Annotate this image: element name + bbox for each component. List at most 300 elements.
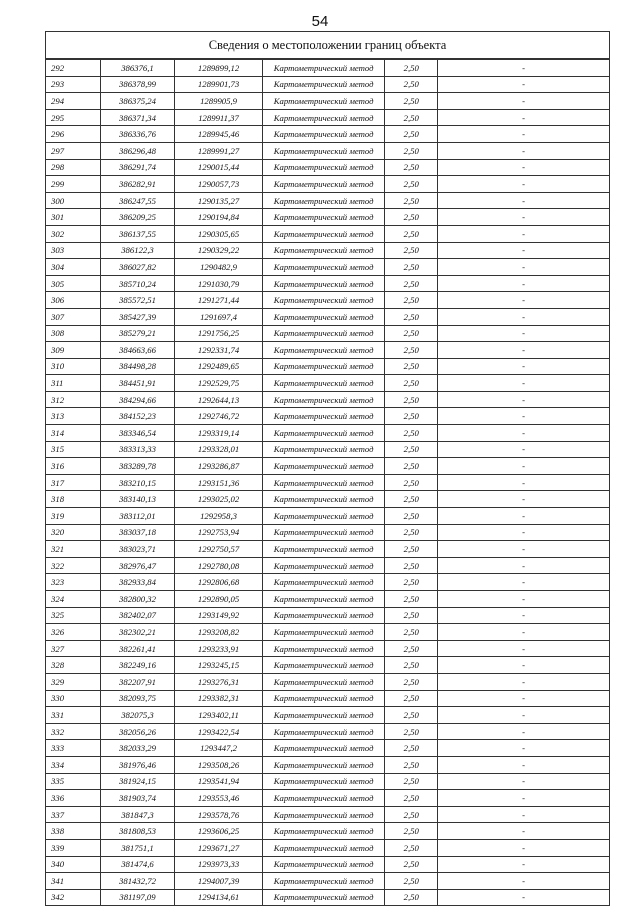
table-row	[46, 740, 610, 757]
y-coordinate-cell: 1293382,31	[175, 690, 263, 707]
method-cell: Картометрический метод	[262, 508, 385, 525]
point-number-cell: 327	[46, 640, 101, 657]
x-coordinate-cell: 386371,34	[100, 109, 174, 126]
x-coordinate-cell: 385279,21	[100, 325, 174, 342]
accuracy-cell: 2,50	[385, 657, 438, 674]
description-cell: -	[438, 607, 610, 624]
table-row	[46, 259, 610, 276]
y-coordinate-cell: 1290482,9	[175, 259, 263, 276]
accuracy-cell: 2,50	[385, 292, 438, 309]
description-cell: -	[438, 342, 610, 359]
table-row	[46, 391, 610, 408]
table-body	[46, 60, 610, 906]
y-coordinate-cell: 1292780,08	[175, 557, 263, 574]
description-cell: -	[438, 159, 610, 176]
point-number-cell: 292	[46, 60, 101, 77]
method-cell: Картометрический метод	[262, 192, 385, 209]
x-coordinate-cell: 385572,51	[100, 292, 174, 309]
point-number-cell: 329	[46, 673, 101, 690]
accuracy-cell: 2,50	[385, 325, 438, 342]
table-row	[46, 557, 610, 574]
y-coordinate-cell: 1290135,27	[175, 192, 263, 209]
table-row	[46, 76, 610, 93]
point-number-cell: 303	[46, 242, 101, 259]
point-number-cell: 336	[46, 790, 101, 807]
x-coordinate-cell: 386291,74	[100, 159, 174, 176]
y-coordinate-cell: 1294134,61	[175, 889, 263, 906]
method-cell: Картометрический метод	[262, 491, 385, 508]
method-cell: Картометрический метод	[262, 308, 385, 325]
accuracy-cell: 2,50	[385, 524, 438, 541]
x-coordinate-cell: 384498,28	[100, 358, 174, 375]
y-coordinate-cell: 1292644,13	[175, 391, 263, 408]
y-coordinate-cell: 1290015,44	[175, 159, 263, 176]
table-row	[46, 673, 610, 690]
method-cell: Картометрический метод	[262, 823, 385, 840]
x-coordinate-cell: 386122,3	[100, 242, 174, 259]
method-cell: Картометрический метод	[262, 325, 385, 342]
point-number-cell: 313	[46, 408, 101, 425]
table-row	[46, 790, 610, 807]
table-row	[46, 640, 610, 657]
method-cell: Картометрический метод	[262, 839, 385, 856]
method-cell: Картометрический метод	[262, 259, 385, 276]
description-cell: -	[438, 673, 610, 690]
accuracy-cell: 2,50	[385, 823, 438, 840]
point-number-cell: 300	[46, 192, 101, 209]
x-coordinate-cell: 383313,33	[100, 441, 174, 458]
table-row	[46, 541, 610, 558]
table-row	[46, 375, 610, 392]
x-coordinate-cell: 386247,55	[100, 192, 174, 209]
x-coordinate-cell: 382075,3	[100, 707, 174, 724]
x-coordinate-cell: 383210,15	[100, 474, 174, 491]
point-number-cell: 321	[46, 541, 101, 558]
accuracy-cell: 2,50	[385, 126, 438, 143]
point-number-cell: 326	[46, 624, 101, 641]
x-coordinate-cell: 382302,21	[100, 624, 174, 641]
point-number-cell: 305	[46, 275, 101, 292]
x-coordinate-cell: 386282,91	[100, 176, 174, 193]
y-coordinate-cell: 1293541,94	[175, 773, 263, 790]
description-cell: -	[438, 557, 610, 574]
table-row	[46, 773, 610, 790]
accuracy-cell: 2,50	[385, 76, 438, 93]
accuracy-cell: 2,50	[385, 889, 438, 906]
point-number-cell: 307	[46, 308, 101, 325]
description-cell: -	[438, 358, 610, 375]
method-cell: Картометрический метод	[262, 275, 385, 292]
point-number-cell: 294	[46, 93, 101, 110]
table-row	[46, 756, 610, 773]
table-row	[46, 408, 610, 425]
description-cell: -	[438, 109, 610, 126]
description-cell: -	[438, 242, 610, 259]
method-cell: Картометрический метод	[262, 690, 385, 707]
description-cell: -	[438, 690, 610, 707]
point-number-cell: 334	[46, 756, 101, 773]
accuracy-cell: 2,50	[385, 425, 438, 442]
point-number-cell: 314	[46, 425, 101, 442]
point-number-cell: 301	[46, 209, 101, 226]
description-cell: -	[438, 856, 610, 873]
method-cell: Картометрический метод	[262, 707, 385, 724]
table-row	[46, 242, 610, 259]
x-coordinate-cell: 385710,24	[100, 275, 174, 292]
x-coordinate-cell: 382093,75	[100, 690, 174, 707]
x-coordinate-cell: 386209,25	[100, 209, 174, 226]
description-cell: -	[438, 60, 610, 77]
table-row	[46, 806, 610, 823]
method-cell: Картометрический метод	[262, 607, 385, 624]
accuracy-cell: 2,50	[385, 391, 438, 408]
x-coordinate-cell: 382402,07	[100, 607, 174, 624]
method-cell: Картометрический метод	[262, 756, 385, 773]
x-coordinate-cell: 382056,26	[100, 723, 174, 740]
point-number-cell: 309	[46, 342, 101, 359]
x-coordinate-cell: 385427,39	[100, 308, 174, 325]
x-coordinate-cell: 381432,72	[100, 873, 174, 890]
method-cell: Картометрический метод	[262, 76, 385, 93]
table-row	[46, 159, 610, 176]
description-cell: -	[438, 508, 610, 525]
table-row	[46, 176, 610, 193]
method-cell: Картометрический метод	[262, 342, 385, 359]
y-coordinate-cell: 1291756,25	[175, 325, 263, 342]
accuracy-cell: 2,50	[385, 242, 438, 259]
accuracy-cell: 2,50	[385, 474, 438, 491]
accuracy-cell: 2,50	[385, 574, 438, 591]
y-coordinate-cell: 1292890,05	[175, 591, 263, 608]
x-coordinate-cell: 381808,53	[100, 823, 174, 840]
y-coordinate-cell: 1293276,31	[175, 673, 263, 690]
description-cell: -	[438, 640, 610, 657]
x-coordinate-cell: 382976,47	[100, 557, 174, 574]
y-coordinate-cell: 1290057,73	[175, 176, 263, 193]
point-number-cell: 318	[46, 491, 101, 508]
x-coordinate-cell: 383023,71	[100, 541, 174, 558]
table-row	[46, 508, 610, 525]
y-coordinate-cell: 1293447,2	[175, 740, 263, 757]
description-cell: -	[438, 142, 610, 159]
point-number-cell: 330	[46, 690, 101, 707]
y-coordinate-cell: 1293286,87	[175, 458, 263, 475]
table-row	[46, 607, 610, 624]
accuracy-cell: 2,50	[385, 358, 438, 375]
description-cell: -	[438, 873, 610, 890]
table-row	[46, 109, 610, 126]
accuracy-cell: 2,50	[385, 159, 438, 176]
y-coordinate-cell: 1293149,92	[175, 607, 263, 624]
point-number-cell: 302	[46, 225, 101, 242]
y-coordinate-cell: 1292753,94	[175, 524, 263, 541]
y-coordinate-cell: 1293328,01	[175, 441, 263, 458]
y-coordinate-cell: 1291697,4	[175, 308, 263, 325]
x-coordinate-cell: 382033,29	[100, 740, 174, 757]
table-row	[46, 574, 610, 591]
method-cell: Картометрический метод	[262, 391, 385, 408]
table-row	[46, 292, 610, 309]
table-row	[46, 524, 610, 541]
description-cell: -	[438, 275, 610, 292]
table-row	[46, 823, 610, 840]
page-number: 54	[311, 13, 329, 30]
x-coordinate-cell: 386375,24	[100, 93, 174, 110]
y-coordinate-cell: 1293422,54	[175, 723, 263, 740]
point-number-cell: 325	[46, 607, 101, 624]
coordinates-table	[45, 59, 610, 906]
method-cell: Картометрический метод	[262, 242, 385, 259]
description-cell: -	[438, 756, 610, 773]
x-coordinate-cell: 381751,1	[100, 839, 174, 856]
table-row	[46, 657, 610, 674]
description-cell: -	[438, 624, 610, 641]
table-row	[46, 458, 610, 475]
y-coordinate-cell: 1289945,46	[175, 126, 263, 143]
point-number-cell: 331	[46, 707, 101, 724]
y-coordinate-cell: 1292529,75	[175, 375, 263, 392]
method-cell: Картометрический метод	[262, 159, 385, 176]
method-cell: Картометрический метод	[262, 640, 385, 657]
x-coordinate-cell: 382261,41	[100, 640, 174, 657]
method-cell: Картометрический метод	[262, 225, 385, 242]
accuracy-cell: 2,50	[385, 93, 438, 110]
point-number-cell: 295	[46, 109, 101, 126]
description-cell: -	[438, 524, 610, 541]
method-cell: Картометрический метод	[262, 142, 385, 159]
description-cell: -	[438, 292, 610, 309]
method-cell: Картометрический метод	[262, 60, 385, 77]
point-number-cell: 337	[46, 806, 101, 823]
y-coordinate-cell: 1294007,39	[175, 873, 263, 890]
table-row	[46, 126, 610, 143]
description-cell: -	[438, 773, 610, 790]
x-coordinate-cell: 381903,74	[100, 790, 174, 807]
y-coordinate-cell: 1292806,68	[175, 574, 263, 591]
description-cell: -	[438, 790, 610, 807]
x-coordinate-cell: 383289,78	[100, 458, 174, 475]
description-cell: -	[438, 192, 610, 209]
accuracy-cell: 2,50	[385, 591, 438, 608]
y-coordinate-cell: 1293671,27	[175, 839, 263, 856]
method-cell: Картометрический метод	[262, 856, 385, 873]
point-number-cell: 342	[46, 889, 101, 906]
point-number-cell: 312	[46, 391, 101, 408]
method-cell: Картометрический метод	[262, 458, 385, 475]
method-cell: Картометрический метод	[262, 375, 385, 392]
table-row	[46, 889, 610, 906]
x-coordinate-cell: 381197,09	[100, 889, 174, 906]
table-row	[46, 275, 610, 292]
method-cell: Картометрический метод	[262, 657, 385, 674]
x-coordinate-cell: 381976,46	[100, 756, 174, 773]
table-row	[46, 624, 610, 641]
x-coordinate-cell: 382800,32	[100, 591, 174, 608]
method-cell: Картометрический метод	[262, 806, 385, 823]
point-number-cell: 328	[46, 657, 101, 674]
x-coordinate-cell: 382207,91	[100, 673, 174, 690]
method-cell: Картометрический метод	[262, 474, 385, 491]
y-coordinate-cell: 1293606,25	[175, 823, 263, 840]
method-cell: Картометрический метод	[262, 358, 385, 375]
point-number-cell: 299	[46, 176, 101, 193]
x-coordinate-cell: 384294,66	[100, 391, 174, 408]
accuracy-cell: 2,50	[385, 458, 438, 475]
point-number-cell: 322	[46, 557, 101, 574]
x-coordinate-cell: 386027,82	[100, 259, 174, 276]
x-coordinate-cell: 386296,48	[100, 142, 174, 159]
accuracy-cell: 2,50	[385, 607, 438, 624]
description-cell: -	[438, 591, 610, 608]
description-cell: -	[438, 391, 610, 408]
description-cell: -	[438, 491, 610, 508]
x-coordinate-cell: 384663,66	[100, 342, 174, 359]
y-coordinate-cell: 1290194,84	[175, 209, 263, 226]
accuracy-cell: 2,50	[385, 756, 438, 773]
point-number-cell: 335	[46, 773, 101, 790]
method-cell: Картометрический метод	[262, 524, 385, 541]
description-cell: -	[438, 707, 610, 724]
method-cell: Картометрический метод	[262, 723, 385, 740]
description-cell: -	[438, 209, 610, 226]
description-cell: -	[438, 574, 610, 591]
y-coordinate-cell: 1289905,9	[175, 93, 263, 110]
y-coordinate-cell: 1289901,73	[175, 76, 263, 93]
accuracy-cell: 2,50	[385, 60, 438, 77]
accuracy-cell: 2,50	[385, 624, 438, 641]
point-number-cell: 317	[46, 474, 101, 491]
point-number-cell: 293	[46, 76, 101, 93]
accuracy-cell: 2,50	[385, 839, 438, 856]
accuracy-cell: 2,50	[385, 673, 438, 690]
point-number-cell: 332	[46, 723, 101, 740]
method-cell: Картометрический метод	[262, 574, 385, 591]
y-coordinate-cell: 1292958,3	[175, 508, 263, 525]
table-row	[46, 873, 610, 890]
method-cell: Картометрический метод	[262, 93, 385, 110]
accuracy-cell: 2,50	[385, 707, 438, 724]
method-cell: Картометрический метод	[262, 541, 385, 558]
table-row	[46, 491, 610, 508]
point-number-cell: 323	[46, 574, 101, 591]
table-row	[46, 474, 610, 491]
method-cell: Картометрический метод	[262, 740, 385, 757]
table-title: Сведения о местоположении границ объекта	[45, 31, 610, 59]
accuracy-cell: 2,50	[385, 375, 438, 392]
table-row	[46, 308, 610, 325]
description-cell: -	[438, 259, 610, 276]
description-cell: -	[438, 657, 610, 674]
table-row	[46, 142, 610, 159]
accuracy-cell: 2,50	[385, 790, 438, 807]
y-coordinate-cell: 1292746,72	[175, 408, 263, 425]
description-cell: -	[438, 375, 610, 392]
method-cell: Картометрический метод	[262, 408, 385, 425]
x-coordinate-cell: 383037,18	[100, 524, 174, 541]
accuracy-cell: 2,50	[385, 192, 438, 209]
x-coordinate-cell: 381924,15	[100, 773, 174, 790]
y-coordinate-cell: 1290329,22	[175, 242, 263, 259]
description-cell: -	[438, 458, 610, 475]
accuracy-cell: 2,50	[385, 408, 438, 425]
table-row	[46, 441, 610, 458]
y-coordinate-cell: 1291271,44	[175, 292, 263, 309]
y-coordinate-cell: 1292489,65	[175, 358, 263, 375]
accuracy-cell: 2,50	[385, 491, 438, 508]
method-cell: Картометрический метод	[262, 673, 385, 690]
method-cell: Картометрический метод	[262, 209, 385, 226]
table-row	[46, 707, 610, 724]
point-number-cell: 310	[46, 358, 101, 375]
point-number-cell: 304	[46, 259, 101, 276]
method-cell: Картометрический метод	[262, 176, 385, 193]
x-coordinate-cell: 384152,23	[100, 408, 174, 425]
table-row	[46, 192, 610, 209]
x-coordinate-cell: 386336,76	[100, 126, 174, 143]
y-coordinate-cell: 1293025,02	[175, 491, 263, 508]
accuracy-cell: 2,50	[385, 225, 438, 242]
point-number-cell: 306	[46, 292, 101, 309]
accuracy-cell: 2,50	[385, 508, 438, 525]
description-cell: -	[438, 93, 610, 110]
description-cell: -	[438, 176, 610, 193]
description-cell: -	[438, 76, 610, 93]
y-coordinate-cell: 1293553,46	[175, 790, 263, 807]
accuracy-cell: 2,50	[385, 259, 438, 276]
table-row	[46, 93, 610, 110]
point-number-cell: 297	[46, 142, 101, 159]
table-row	[46, 209, 610, 226]
description-cell: -	[438, 823, 610, 840]
description-cell: -	[438, 308, 610, 325]
y-coordinate-cell: 1293245,15	[175, 657, 263, 674]
y-coordinate-cell: 1293233,91	[175, 640, 263, 657]
method-cell: Картометрический метод	[262, 441, 385, 458]
description-cell: -	[438, 723, 610, 740]
point-number-cell: 340	[46, 856, 101, 873]
description-cell: -	[438, 839, 610, 856]
description-cell: -	[438, 806, 610, 823]
table-row	[46, 723, 610, 740]
table-row	[46, 856, 610, 873]
point-number-cell: 311	[46, 375, 101, 392]
y-coordinate-cell: 1293208,82	[175, 624, 263, 641]
description-cell: -	[438, 325, 610, 342]
x-coordinate-cell: 384451,91	[100, 375, 174, 392]
description-cell: -	[438, 541, 610, 558]
method-cell: Картометрический метод	[262, 790, 385, 807]
x-coordinate-cell: 381474,6	[100, 856, 174, 873]
method-cell: Картометрический метод	[262, 873, 385, 890]
point-number-cell: 339	[46, 839, 101, 856]
method-cell: Картометрический метод	[262, 557, 385, 574]
point-number-cell: 296	[46, 126, 101, 143]
accuracy-cell: 2,50	[385, 640, 438, 657]
y-coordinate-cell: 1293578,76	[175, 806, 263, 823]
y-coordinate-cell: 1293973,33	[175, 856, 263, 873]
description-cell: -	[438, 889, 610, 906]
x-coordinate-cell: 382249,16	[100, 657, 174, 674]
y-coordinate-cell: 1292331,74	[175, 342, 263, 359]
accuracy-cell: 2,50	[385, 142, 438, 159]
table-row	[46, 839, 610, 856]
table-row	[46, 591, 610, 608]
point-number-cell: 308	[46, 325, 101, 342]
point-number-cell: 320	[46, 524, 101, 541]
table-row	[46, 325, 610, 342]
y-coordinate-cell: 1290305,65	[175, 225, 263, 242]
x-coordinate-cell: 383140,13	[100, 491, 174, 508]
